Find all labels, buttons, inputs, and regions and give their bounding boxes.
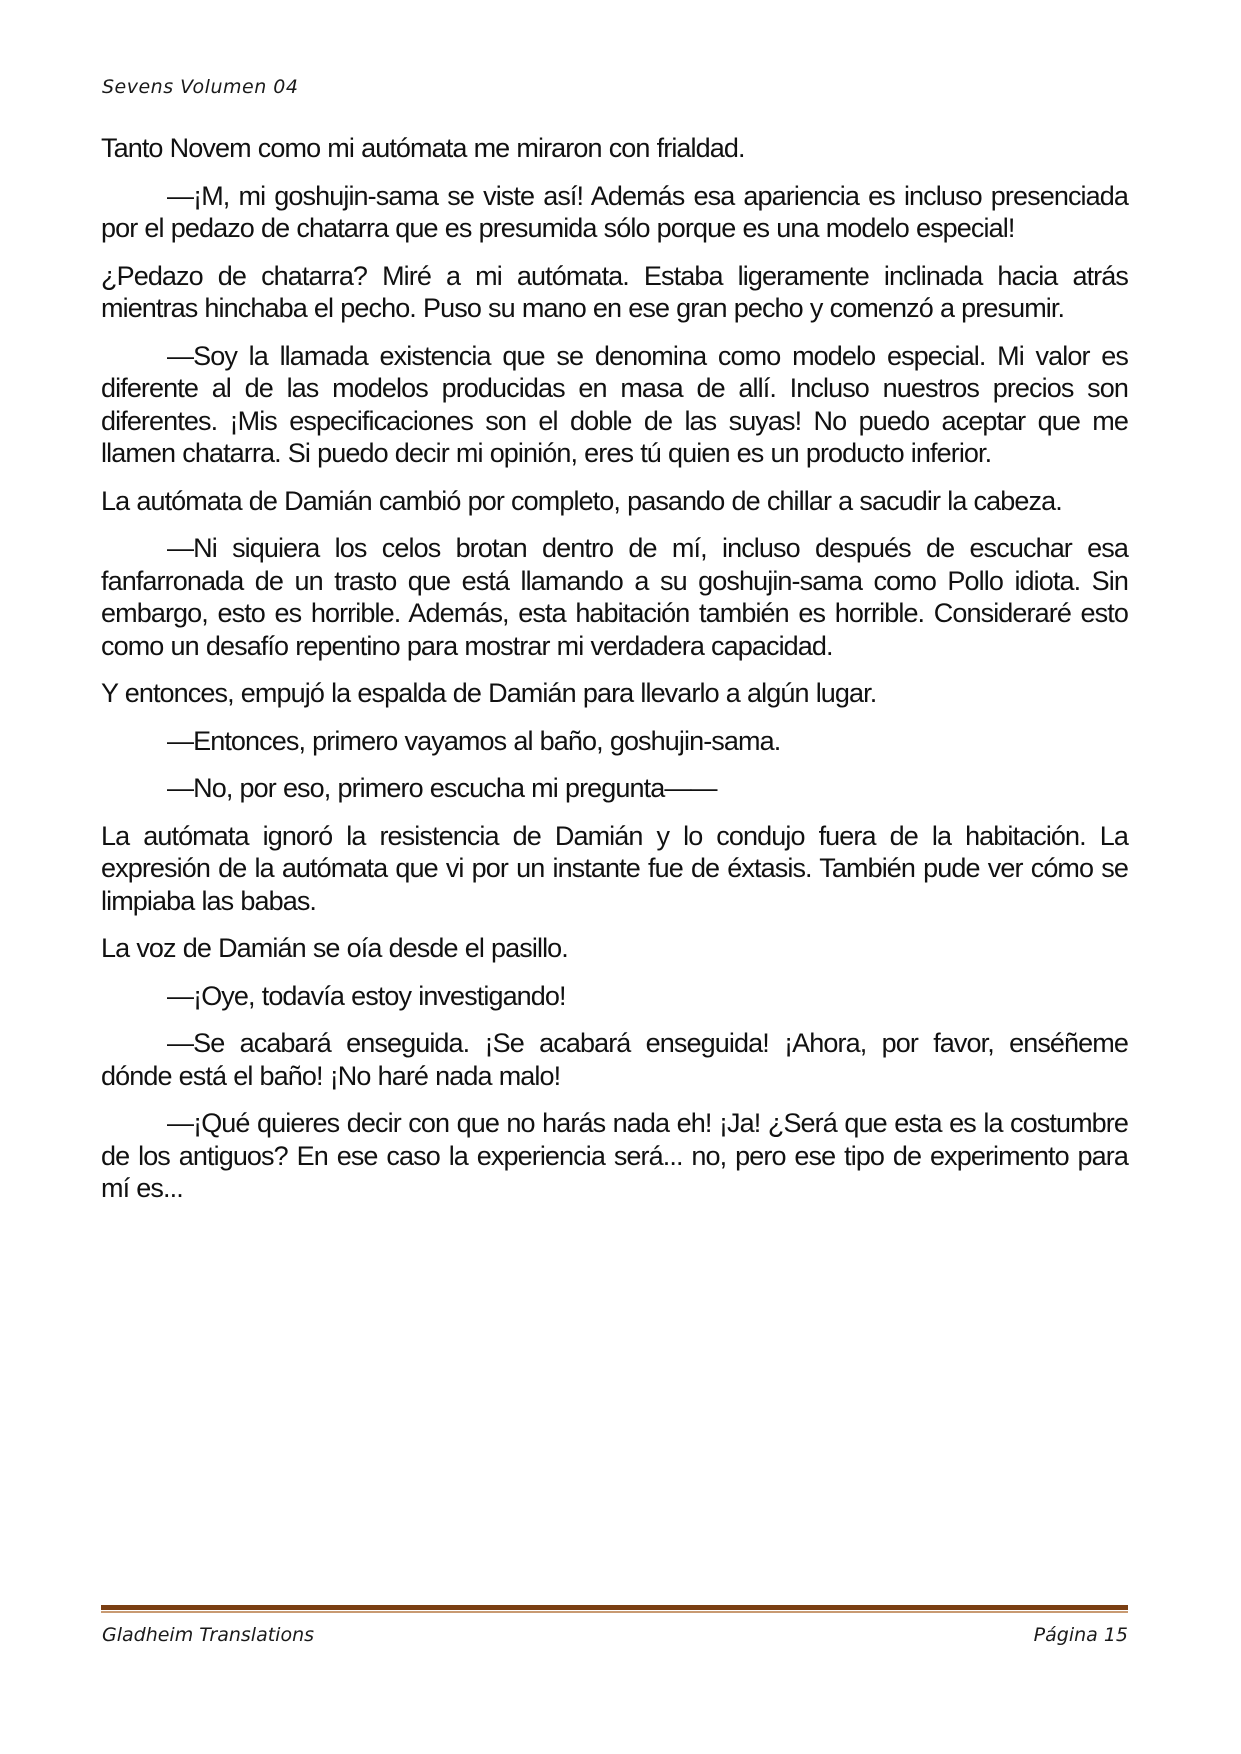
paragraph-dialogue: —Entonces, primero vayamos al baño, goshujin-sama. (167, 725, 781, 756)
paragraph-narration: La voz de Damián se oía desde el pasillo. (101, 933, 568, 963)
page-number: Página 15 (1033, 1624, 1128, 1646)
running-header: Sevens Volumen 04 (102, 76, 299, 98)
footer-publisher: Gladheim Translations (102, 1624, 315, 1646)
paragraph-narration: ¿Pedazo de chatarra? Miré a mi autómata. Estaba ligeramente inclinada hacia atrás mientras hinchaba el pecho. Puso su mano en ese gran pecho y comenzó a presumir. (101, 260, 1128, 323)
paragraph-dialogue: —Se acabará enseguida. ¡Se acabará enseguida! ¡Ahora, por favor, enséñeme dónde está el baño! ¡No haré nada malo! (101, 1028, 1128, 1091)
paragraph-narration: La autómata ignoró la resistencia de Damián y lo condujo fuera de la habitación. La expresión de la autómata que vi por un instante fue de éxtasis. También pude ver cómo se limpiaba las babas. (101, 820, 1128, 916)
paragraph-dialogue: —¡Qué quieres decir con que no harás nada eh! ¡Ja! ¿Será que esta es la costumbre de los antiguos? En ese caso la experiencia será... no, pero ese tipo de experimento para mí es... (101, 1108, 1128, 1203)
paragraph-narration: Tanto Novem como mi autómata me miraron con frialdad. (101, 133, 745, 163)
paragraph-dialogue: —¡Oye, todavía estoy investigando! (167, 980, 566, 1011)
footer-divider-thin (101, 1611, 1128, 1613)
paragraph-dialogue: —Ni siquiera los celos brotan dentro de mí, incluso después de escuchar esa fanfarronada de un trasto que está llamando a su goshujin-sama como Pollo idiota. Sin embargo, esto es horrible. Además, esta habitación también es horrible. Consideraré esto como un desafío repentino para mostrar mi verdadera capacidad. (101, 533, 1128, 661)
paragraph-narration: Y entonces, empujó la espalda de Damián para llevarlo a algún lugar. (101, 678, 877, 708)
paragraph-dialogue: —¡M, mi goshujin-sama se viste así! Además esa apariencia es incluso presenciada por el pedazo de chatarra que es presumida sólo porque es una modelo especial! (101, 180, 1128, 243)
footer-divider (101, 1605, 1128, 1614)
paragraph-dialogue: —No, por eso, primero escucha mi pregunta—— (167, 773, 717, 803)
chapter-body (101, 132, 1128, 1220)
paragraph-narration: La autómata de Damián cambió por completo, pasando de chillar a sacudir la cabeza. (101, 485, 1062, 516)
paragraph-dialogue: —Soy la llamada existencia que se denomina como modelo especial. Mi valor es diferente al de las modelos producidas en masa de allí. Incluso nuestros precios son diferentes. ¡Mis especificaciones son el doble de las suyas! No puedo aceptar que me llamen chatarra. Si puedo decir mi opinión, eres tú quien es un producto inferior. (101, 340, 1128, 468)
